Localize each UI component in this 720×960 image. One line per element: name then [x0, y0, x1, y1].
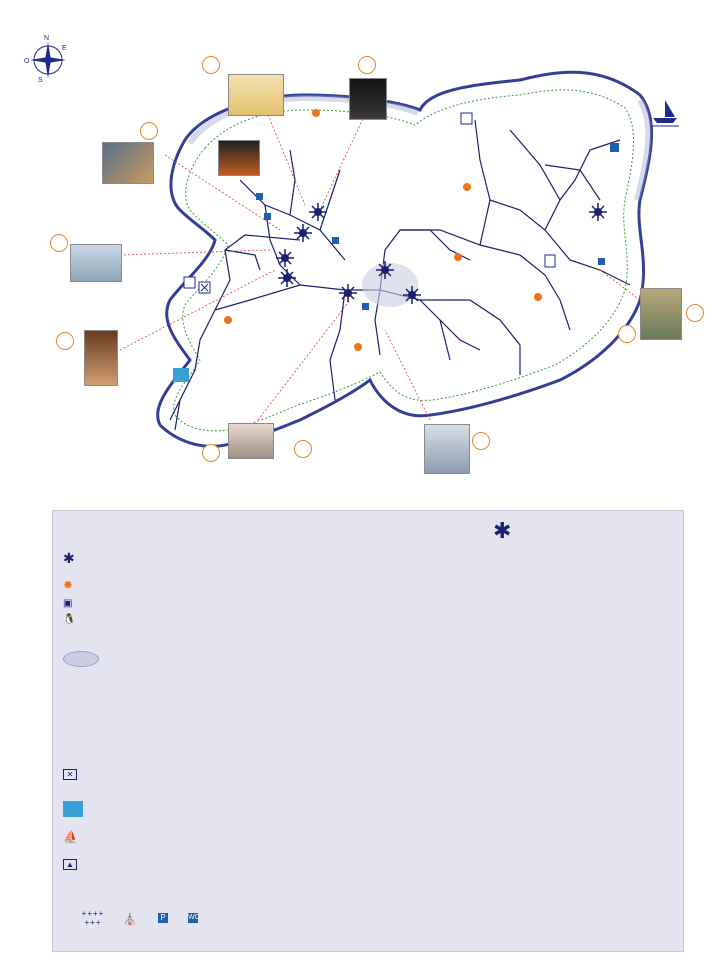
artist-photo [84, 330, 118, 386]
base-line [63, 844, 87, 852]
artist-badge[interactable] [140, 122, 158, 140]
creperie-icon: ✕ [63, 769, 77, 780]
artist-badge[interactable] [56, 332, 74, 350]
legend-point-de-vue [63, 599, 81, 609]
creperie-line [63, 780, 81, 788]
atelier-icon: ✱ [493, 519, 512, 544]
curiosity-icon: ✹ [63, 578, 74, 592]
church-icon: ⛪ [123, 914, 137, 926]
centre-du-baly-logo [63, 801, 83, 817]
legend-lpo-tel [63, 625, 81, 633]
legend-base [63, 830, 87, 853]
artist-photo [228, 74, 284, 116]
legend-lpo-url[interactable] [63, 634, 81, 642]
artist-photo [228, 423, 274, 459]
svg-text:N: N [44, 35, 50, 42]
artist-badge[interactable] [50, 234, 68, 252]
legend-atelier [63, 552, 81, 567]
artist-photo [102, 142, 154, 184]
atelier-icon: ✱ [63, 552, 75, 567]
svg-text:S: S [38, 77, 43, 84]
legend-creperie [63, 769, 81, 798]
artist-photo [70, 244, 122, 282]
cemetery-icon: ++++ +++ [81, 909, 105, 927]
artist-badge[interactable] [618, 325, 636, 343]
legend-campings [63, 859, 83, 915]
centre-line [63, 817, 87, 825]
camping-line [63, 879, 81, 887]
artist-badge[interactable] [294, 440, 312, 458]
legend-panel [52, 510, 684, 952]
camping-line [63, 897, 81, 905]
bourg-oval-icon [63, 651, 99, 667]
artist-badge[interactable] [358, 56, 376, 74]
compass-rose-icon [24, 35, 67, 84]
toilets-icon: WC [188, 914, 200, 921]
sailboat-icon: ⛵ [63, 830, 78, 844]
legend-lpo [63, 615, 81, 643]
creperie-url[interactable] [63, 789, 81, 797]
artist-badge[interactable] [202, 56, 220, 74]
artist-badge[interactable] [202, 444, 220, 462]
artist-photo [640, 288, 682, 340]
camping-line [63, 888, 81, 896]
viewpoint-icon: ▣ [63, 598, 73, 609]
legend-curiosite [63, 578, 81, 592]
parking-icon: P [148, 913, 178, 923]
tent-icon: ▲ [63, 859, 77, 870]
artist-badge[interactable] [472, 432, 490, 450]
svg-text:O: O [24, 58, 30, 65]
artist-photo [349, 78, 387, 120]
artist-photo [424, 424, 470, 474]
bird-icon: 🐧 [63, 614, 76, 625]
svg-text:E: E [62, 45, 67, 52]
artist-badge[interactable] [686, 304, 704, 322]
camping-line [63, 870, 81, 878]
sailboat-icon [651, 100, 679, 126]
puffin-photo [218, 140, 260, 176]
